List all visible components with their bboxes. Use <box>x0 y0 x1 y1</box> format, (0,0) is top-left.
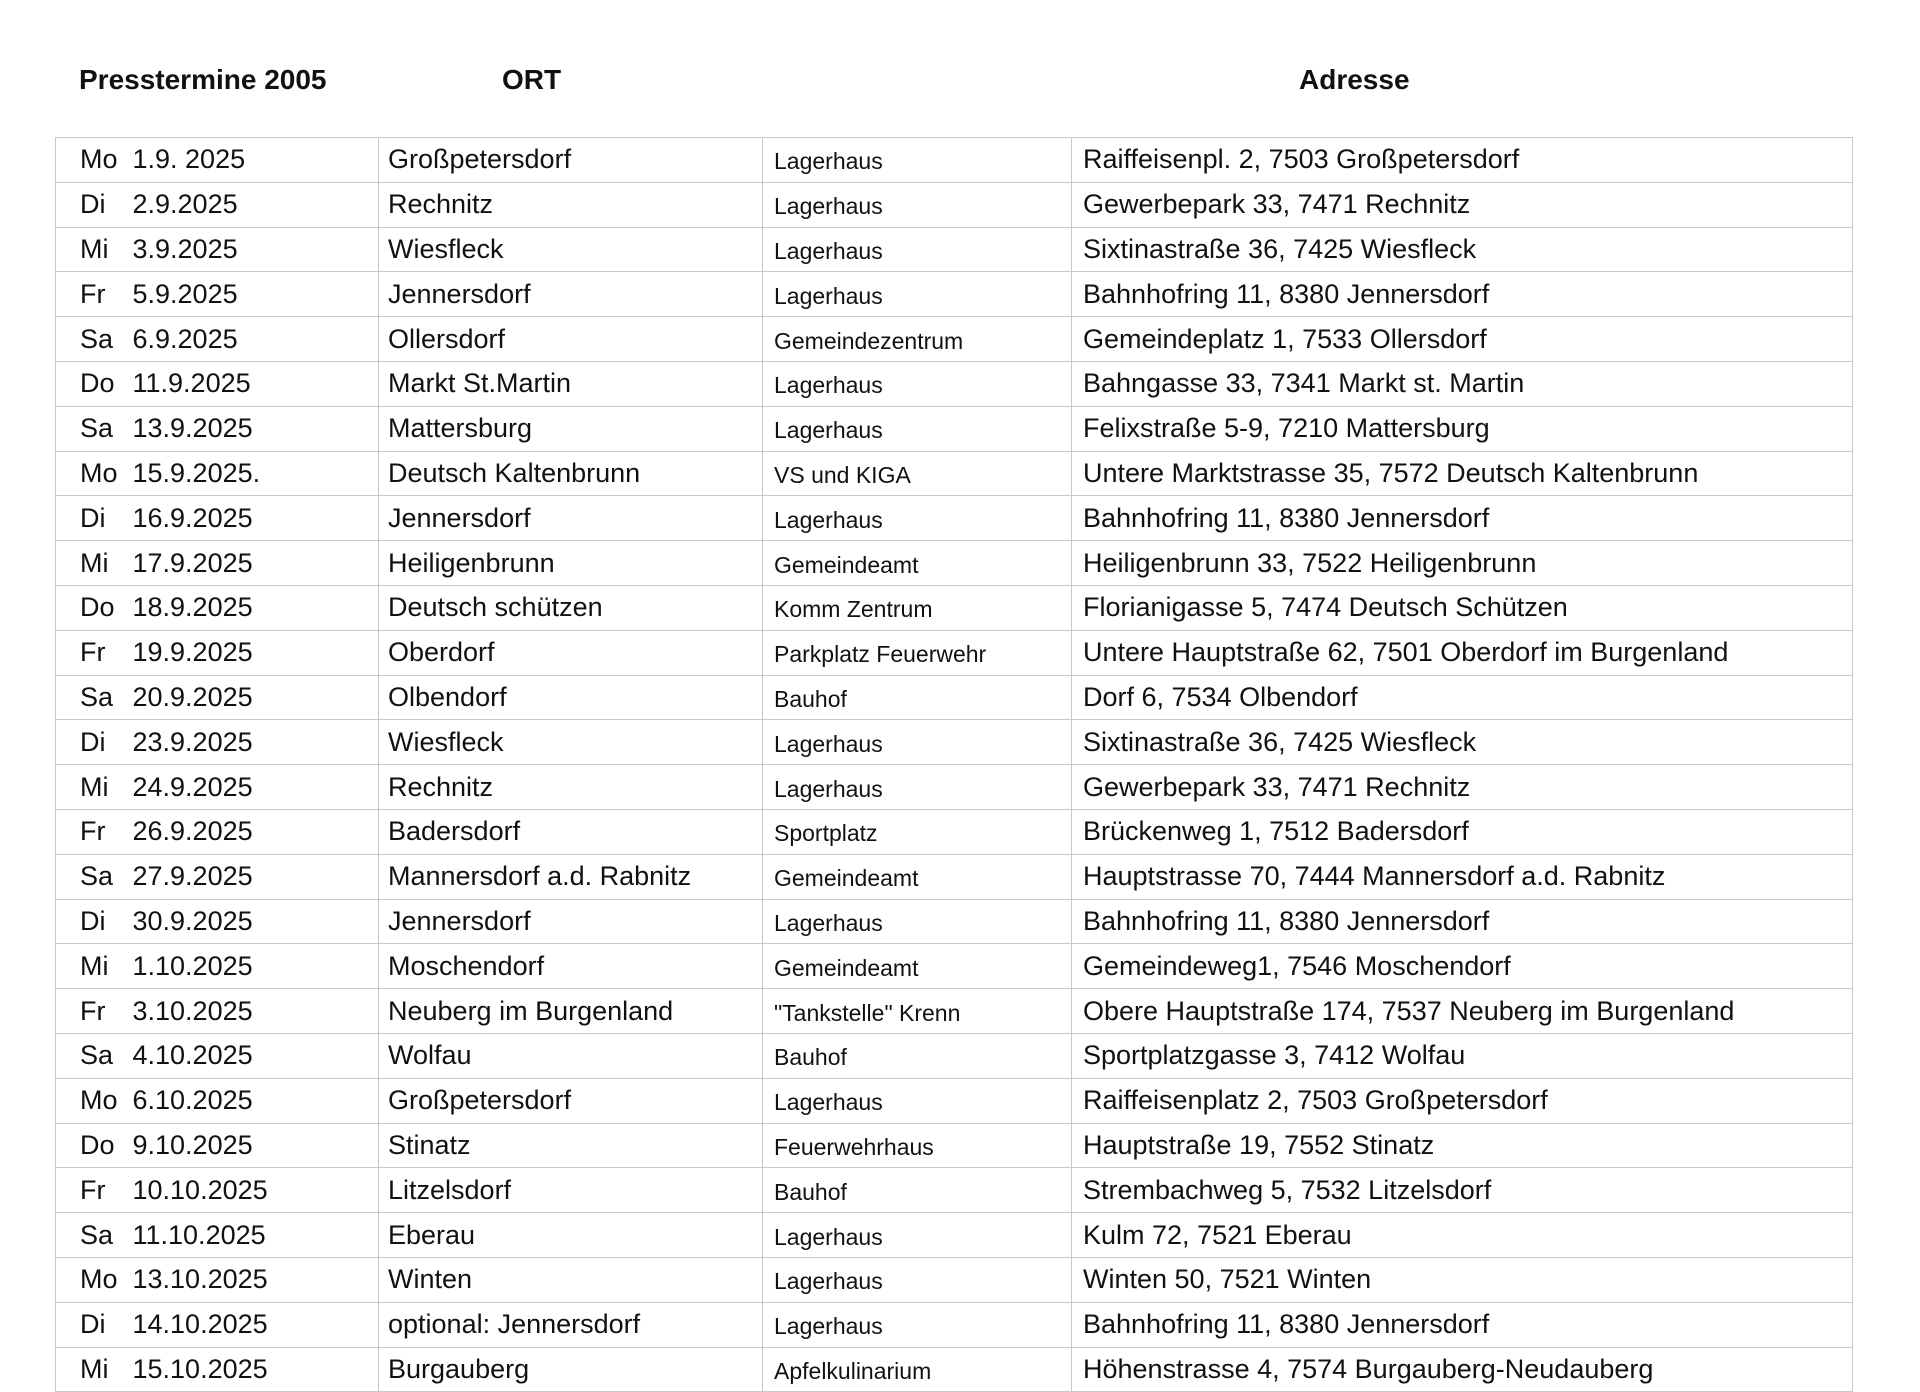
venue-cell: Lagerhaus <box>763 272 1072 317</box>
ort-cell: Burgauberg <box>379 1347 763 1392</box>
ort-cell: Eberau <box>379 1213 763 1258</box>
date-cell: 26.9.2025 <box>133 809 379 854</box>
date-cell: 4.10.2025 <box>133 1033 379 1078</box>
ort-cell: optional: Jennersdorf <box>379 1302 763 1347</box>
ort-cell: Mattersburg <box>379 406 763 451</box>
adresse-column-heading: Adresse <box>1299 64 1410 95</box>
ort-cell: Wiesfleck <box>379 227 763 272</box>
date-cell: 1.10.2025 <box>133 944 379 989</box>
weekday-cell: Mo <box>56 138 133 183</box>
venue-cell: Parkplatz Feuerwehr <box>763 630 1072 675</box>
date-cell: 6.10.2025 <box>133 1078 379 1123</box>
table-row <box>56 1347 1853 1392</box>
weekday-cell: Di <box>56 1302 133 1347</box>
ort-cell: Oberdorf <box>379 630 763 675</box>
weekday-cell: Do <box>56 361 133 406</box>
venue-cell: Lagerhaus <box>763 138 1072 183</box>
date-cell: 3.9.2025 <box>133 227 379 272</box>
weekday-cell: Di <box>56 720 133 765</box>
weekday-cell: Sa <box>56 1213 133 1258</box>
address-cell: Sportplatzgasse 3, 7412 Wolfau <box>1072 1033 1853 1078</box>
date-cell: 23.9.2025 <box>133 720 379 765</box>
address-cell: Florianigasse 5, 7474 Deutsch Schützen <box>1072 585 1853 630</box>
weekday-cell: Mi <box>56 944 133 989</box>
venue-cell: Bauhof <box>763 1033 1072 1078</box>
weekday-cell: Sa <box>56 675 133 720</box>
ort-cell: Deutsch schützen <box>379 585 763 630</box>
table-row <box>56 1078 1853 1123</box>
press-schedule-body <box>56 138 1853 1392</box>
address-cell: Bahnhofring 11, 8380 Jennersdorf <box>1072 496 1853 541</box>
weekday-cell: Mo <box>56 451 133 496</box>
venue-cell: Lagerhaus <box>763 1302 1072 1347</box>
date-cell: 10.10.2025 <box>133 1168 379 1213</box>
ort-cell: Großpetersdorf <box>379 138 763 183</box>
venue-cell: Gemeindeamt <box>763 944 1072 989</box>
venue-cell: Lagerhaus <box>763 720 1072 765</box>
date-cell: 16.9.2025 <box>133 496 379 541</box>
ort-column-heading: ORT <box>502 64 562 95</box>
address-cell: Untere Hauptstraße 62, 7501 Oberdorf im Burgenland <box>1072 630 1853 675</box>
address-cell: Bahnhofring 11, 8380 Jennersdorf <box>1072 272 1853 317</box>
weekday-cell: Di <box>56 182 133 227</box>
ort-cell: Markt St.Martin <box>379 361 763 406</box>
address-cell: Sixtinastraße 36, 7425 Wiesfleck <box>1072 720 1853 765</box>
venue-cell: Lagerhaus <box>763 182 1072 227</box>
table-row <box>56 182 1853 227</box>
date-cell: 17.9.2025 <box>133 541 379 586</box>
address-cell: Obere Hauptstraße 174, 7537 Neuberg im Burgenland <box>1072 989 1853 1034</box>
weekday-cell: Mi <box>56 541 133 586</box>
venue-cell: Lagerhaus <box>763 496 1072 541</box>
date-cell: 13.10.2025 <box>133 1257 379 1302</box>
address-cell: Gewerbepark 33, 7471 Rechnitz <box>1072 182 1853 227</box>
address-cell: Heiligenbrunn 33, 7522 Heiligenbrunn <box>1072 541 1853 586</box>
table-row <box>56 854 1853 899</box>
address-cell: Bahnhofring 11, 8380 Jennersdorf <box>1072 1302 1853 1347</box>
venue-cell: "Tankstelle" Krenn <box>763 989 1072 1034</box>
address-cell: Felixstraße 5-9, 7210 Mattersburg <box>1072 406 1853 451</box>
date-cell: 9.10.2025 <box>133 1123 379 1168</box>
venue-cell: Gemeindeamt <box>763 541 1072 586</box>
address-cell: Bahngasse 33, 7341 Markt st. Martin <box>1072 361 1853 406</box>
date-cell: 15.10.2025 <box>133 1347 379 1392</box>
table-row <box>56 675 1853 720</box>
date-cell: 13.9.2025 <box>133 406 379 451</box>
table-row <box>56 720 1853 765</box>
date-cell: 15.9.2025. <box>133 451 379 496</box>
date-cell: 11.10.2025 <box>133 1213 379 1258</box>
venue-cell: Bauhof <box>763 675 1072 720</box>
ort-cell: Deutsch Kaltenbrunn <box>379 451 763 496</box>
venue-cell: VS und KIGA <box>763 451 1072 496</box>
ort-cell: Winten <box>379 1257 763 1302</box>
date-cell: 18.9.2025 <box>133 585 379 630</box>
venue-cell: Lagerhaus <box>763 899 1072 944</box>
date-cell: 6.9.2025 <box>133 317 379 362</box>
venue-cell: Gemeindezentrum <box>763 317 1072 362</box>
press-schedule-table <box>55 137 1853 1392</box>
date-cell: 2.9.2025 <box>133 182 379 227</box>
weekday-cell: Sa <box>56 406 133 451</box>
address-cell: Hauptstrasse 70, 7444 Mannersdorf a.d. Rabnitz <box>1072 854 1853 899</box>
date-cell: 5.9.2025 <box>133 272 379 317</box>
ort-cell: Olbendorf <box>379 675 763 720</box>
table-row <box>56 899 1853 944</box>
ort-cell: Stinatz <box>379 1123 763 1168</box>
weekday-cell: Do <box>56 1123 133 1168</box>
weekday-cell: Di <box>56 496 133 541</box>
ort-cell: Wiesfleck <box>379 720 763 765</box>
table-row <box>56 1168 1853 1213</box>
ort-cell: Rechnitz <box>379 182 763 227</box>
weekday-cell: Mi <box>56 227 133 272</box>
date-cell: 27.9.2025 <box>133 854 379 899</box>
ort-cell: Heiligenbrunn <box>379 541 763 586</box>
table-row <box>56 272 1853 317</box>
address-cell: Winten 50, 7521 Winten <box>1072 1257 1853 1302</box>
date-cell: 24.9.2025 <box>133 765 379 810</box>
address-cell: Dorf 6, 7534 Olbendorf <box>1072 675 1853 720</box>
ort-cell: Neuberg im Burgenland <box>379 989 763 1034</box>
ort-cell: Rechnitz <box>379 765 763 810</box>
venue-cell: Lagerhaus <box>763 1213 1072 1258</box>
venue-cell: Lagerhaus <box>763 361 1072 406</box>
weekday-cell: Mi <box>56 765 133 810</box>
address-cell: Raiffeisenpl. 2, 7503 Großpetersdorf <box>1072 138 1853 183</box>
date-cell: 30.9.2025 <box>133 899 379 944</box>
table-row <box>56 1123 1853 1168</box>
table-row <box>56 496 1853 541</box>
schedule-header <box>0 60 1920 100</box>
weekday-cell: Do <box>56 585 133 630</box>
table-row <box>56 138 1853 183</box>
address-cell: Gemeindeplatz 1, 7533 Ollersdorf <box>1072 317 1853 362</box>
address-cell: Höhenstrasse 4, 7574 Burgauberg-Neudauberg <box>1072 1347 1853 1392</box>
weekday-cell: Fr <box>56 272 133 317</box>
date-cell: 19.9.2025 <box>133 630 379 675</box>
address-cell: Bahnhofring 11, 8380 Jennersdorf <box>1072 899 1853 944</box>
address-cell: Strembachweg 5, 7532 Litzelsdorf <box>1072 1168 1853 1213</box>
ort-cell: Jennersdorf <box>379 496 763 541</box>
weekday-cell: Fr <box>56 630 133 675</box>
address-cell: Gewerbepark 33, 7471 Rechnitz <box>1072 765 1853 810</box>
table-row <box>56 1033 1853 1078</box>
table-row <box>56 1213 1853 1258</box>
table-row <box>56 765 1853 810</box>
weekday-cell: Fr <box>56 809 133 854</box>
venue-cell: Lagerhaus <box>763 765 1072 810</box>
weekday-cell: Fr <box>56 989 133 1034</box>
venue-cell: Komm Zentrum <box>763 585 1072 630</box>
venue-cell: Gemeindeamt <box>763 854 1072 899</box>
table-row <box>56 317 1853 362</box>
table-row <box>56 406 1853 451</box>
venue-cell: Lagerhaus <box>763 227 1072 272</box>
table-row <box>56 451 1853 496</box>
venue-cell: Apfelkulinarium <box>763 1347 1072 1392</box>
address-cell: Hauptstraße 19, 7552 Stinatz <box>1072 1123 1853 1168</box>
date-cell: 20.9.2025 <box>133 675 379 720</box>
ort-cell: Litzelsdorf <box>379 1168 763 1213</box>
address-cell: Kulm 72, 7521 Eberau <box>1072 1213 1853 1258</box>
ort-cell: Großpetersdorf <box>379 1078 763 1123</box>
date-cell: 3.10.2025 <box>133 989 379 1034</box>
weekday-cell: Sa <box>56 854 133 899</box>
weekday-cell: Fr <box>56 1168 133 1213</box>
venue-cell: Lagerhaus <box>763 1078 1072 1123</box>
address-cell: Gemeindeweg1, 7546 Moschendorf <box>1072 944 1853 989</box>
table-row <box>56 227 1853 272</box>
address-cell: Brückenweg 1, 7512 Badersdorf <box>1072 809 1853 854</box>
weekday-cell: Mo <box>56 1078 133 1123</box>
ort-cell: Mannersdorf a.d. Rabnitz <box>379 854 763 899</box>
weekday-cell: Sa <box>56 317 133 362</box>
weekday-cell: Di <box>56 899 133 944</box>
venue-cell: Sportplatz <box>763 809 1072 854</box>
venue-cell: Lagerhaus <box>763 1257 1072 1302</box>
ort-cell: Jennersdorf <box>379 899 763 944</box>
weekday-cell: Sa <box>56 1033 133 1078</box>
table-row <box>56 541 1853 586</box>
weekday-cell: Mo <box>56 1257 133 1302</box>
document-title: Presstermine 2005 <box>79 64 327 95</box>
table-row <box>56 1257 1853 1302</box>
table-row <box>56 989 1853 1034</box>
table-row <box>56 809 1853 854</box>
ort-cell: Badersdorf <box>379 809 763 854</box>
table-row <box>56 944 1853 989</box>
weekday-cell: Mi <box>56 1347 133 1392</box>
venue-cell: Feuerwehrhaus <box>763 1123 1072 1168</box>
ort-cell: Wolfau <box>379 1033 763 1078</box>
date-cell: 11.9.2025 <box>133 361 379 406</box>
ort-cell: Ollersdorf <box>379 317 763 362</box>
address-cell: Raiffeisenplatz 2, 7503 Großpetersdorf <box>1072 1078 1853 1123</box>
venue-cell: Lagerhaus <box>763 406 1072 451</box>
table-row <box>56 585 1853 630</box>
ort-cell: Jennersdorf <box>379 272 763 317</box>
address-cell: Sixtinastraße 36, 7425 Wiesfleck <box>1072 227 1853 272</box>
venue-cell: Bauhof <box>763 1168 1072 1213</box>
ort-cell: Moschendorf <box>379 944 763 989</box>
table-row <box>56 361 1853 406</box>
table-row <box>56 630 1853 675</box>
date-cell: 14.10.2025 <box>133 1302 379 1347</box>
table-row <box>56 1302 1853 1347</box>
address-cell: Untere Marktstrasse 35, 7572 Deutsch Kaltenbrunn <box>1072 451 1853 496</box>
date-cell: 1.9. 2025 <box>133 138 379 183</box>
